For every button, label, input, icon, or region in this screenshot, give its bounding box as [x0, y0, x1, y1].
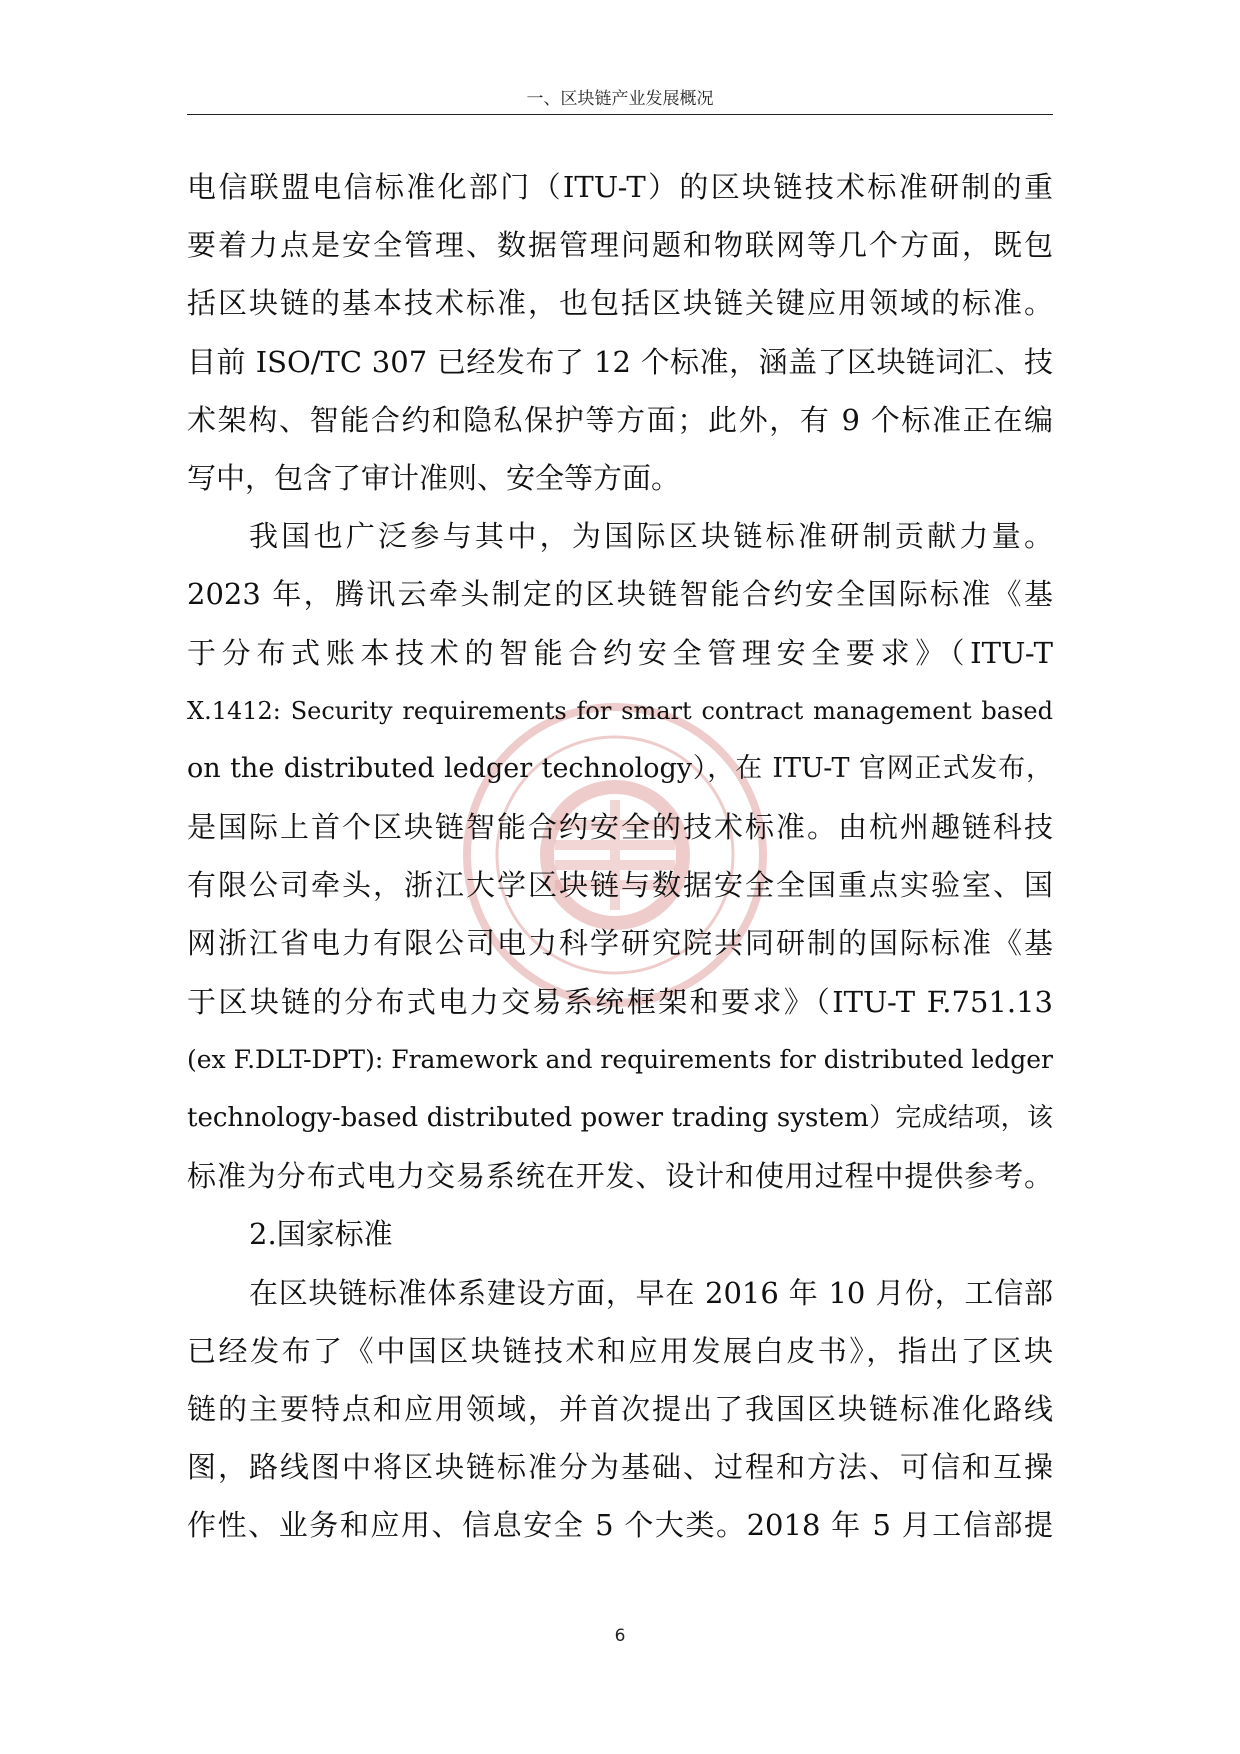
body-text-line: 于区块链的分布式电力交易系统框架和要求》（ITU-T F.751.13: [187, 984, 1053, 1019]
body-text-line: 标准为分布式电力交易系统在开发、设计和使用过程中提供参考。: [187, 1159, 1053, 1194]
body-text-line: 目前 ISO/TC 307 已经发布了 12 个标准，涵盖了区块链词汇、技: [187, 344, 1053, 379]
body-text-line: 2023 年，腾讯云牵头制定的区块链智能合约安全国际标准《基: [187, 577, 1053, 612]
body-text-line: 写中，包含了审计准则、安全等方面。: [187, 460, 681, 495]
body-text-line: 作性、业务和应用、信息安全 5 个大类。2018 年 5 月工信部提: [187, 1508, 1053, 1543]
body-text-line: 网浙江省电力有限公司电力科学研究院共同研制的国际标准《基: [187, 926, 1053, 961]
body-text-line: 要着力点是安全管理、数据管理问题和物联网等几个方面，既包: [187, 228, 1053, 263]
body-text-line: 括区块链的基本技术标准，也包括区块链关键应用领域的标准。: [187, 286, 1053, 321]
body-text-line: 我国也广泛参与其中，为国际区块链标准研制贡献力量。: [249, 519, 1053, 554]
page-number: 6: [614, 1626, 626, 1646]
body-text-line: X.1412: Security requirements for smart contract management based: [187, 696, 1053, 725]
body-text-line: technology-based distributed power trading system）完成结项，该: [187, 1103, 1053, 1133]
body-text-line: 在区块链标准体系建设方面，早在 2016 年 10 月份，工信部: [249, 1275, 1054, 1310]
body-text: [187, 158, 1053, 1555]
body-text-line: 2.国家标准: [249, 1217, 393, 1252]
body-text-line: 是国际上首个区块链智能合约安全的技术标准。由杭州趣链科技: [187, 810, 1053, 845]
running-header: [187, 88, 1053, 115]
body-text-line: 链的主要特点和应用领域，并首次提出了我国区块链标准化路线: [187, 1391, 1053, 1426]
body-text-line: 术架构、智能合约和隐私保护等方面；此外，有 9 个标准正在编: [187, 402, 1053, 437]
body-text-line: 有限公司牵头，浙江大学区块链与数据安全全国重点实验室、国: [187, 868, 1053, 903]
body-text-line: on the distributed ledger technology），在 ITU-T 官网正式发布，: [187, 752, 1053, 784]
body-text-line: 图，路线图中将区块链标准分为基础、过程和方法、可信和互操: [187, 1450, 1053, 1485]
body-text-line: (ex F.DLT-DPT): Framework and requirements for distributed ledger: [187, 1044, 1053, 1074]
running-header-title: 一、区块链产业发展概况: [526, 89, 714, 109]
body-text-line: 已经发布了《中国区块链技术和应用发展白皮书》，指出了区块: [187, 1333, 1053, 1368]
body-text-line: 于分布式账本技术的智能合约安全管理安全要求》（ITU-T: [187, 635, 1053, 670]
body-text-line: 电信联盟电信标准化部门（ITU-T）的区块链技术标准研制的重: [187, 170, 1053, 204]
